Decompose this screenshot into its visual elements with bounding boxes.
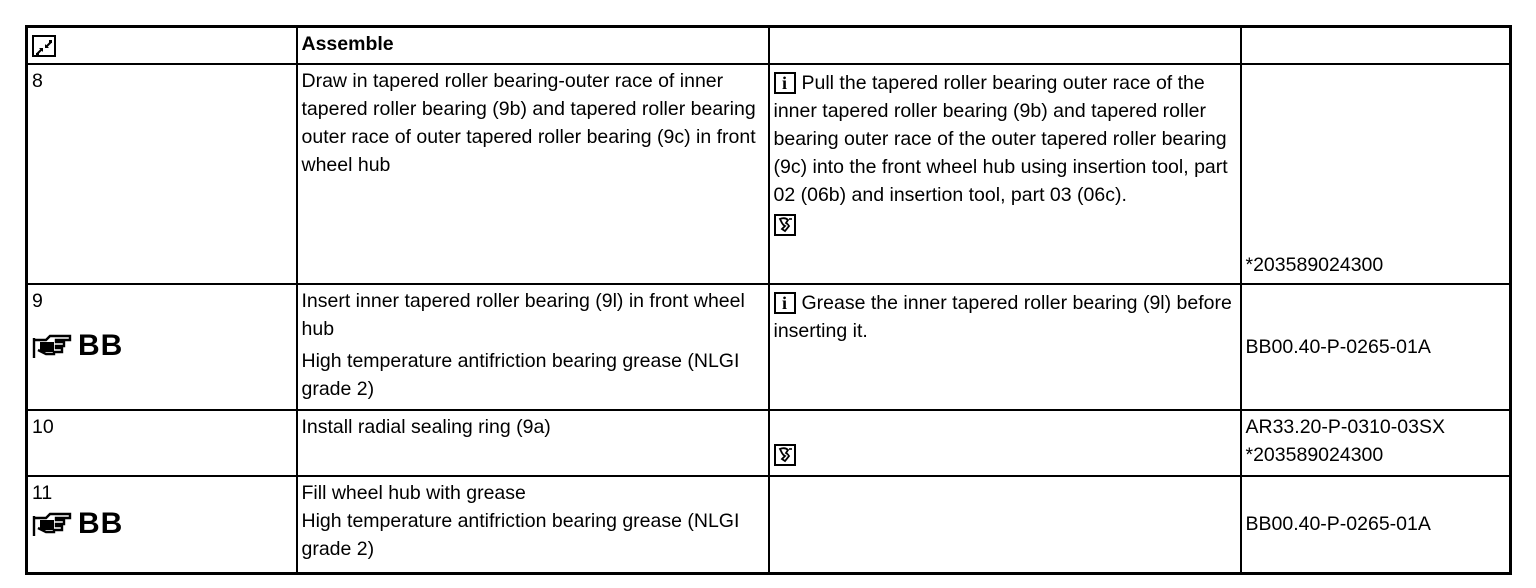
- step-description: [297, 410, 769, 476]
- table-row: [27, 284, 1511, 410]
- step-number: 8: [27, 64, 297, 284]
- reference-cell: [1241, 410, 1511, 476]
- step-number: 9: [32, 289, 43, 312]
- step-number: 11: [32, 481, 53, 504]
- table-row: [27, 476, 1511, 574]
- step-note: [769, 284, 1241, 410]
- bb-badge: [32, 507, 292, 541]
- procedure-table: [25, 25, 1512, 575]
- header-icon-cell: [27, 27, 297, 64]
- reference-link[interactable]: AR33.20-P-0310-03SX: [1245, 415, 1445, 438]
- reference-link[interactable]: BB00.40-P-0265-01A: [1245, 335, 1431, 358]
- reference-cell: [1241, 476, 1511, 574]
- special-tool-icon: [774, 214, 796, 236]
- description-grease: High temperature antifriction bearing grease (NLGI grade 2): [301, 349, 740, 400]
- reference-cell: [1241, 64, 1511, 284]
- info-icon: i: [774, 72, 796, 94]
- bb-label: BB: [78, 506, 124, 540]
- description-text: Install radial sealing ring (9a): [301, 415, 551, 438]
- reference-link[interactable]: *203589024300: [1245, 253, 1384, 276]
- step-number-cell: [27, 476, 297, 574]
- bb-badge: [32, 329, 292, 363]
- description-text: Fill wheel hub with grease: [301, 481, 526, 504]
- header-row: [27, 27, 1511, 64]
- note-text: Grease the inner tapered roller bearing (9l) before inserting it.: [773, 291, 1232, 342]
- step-description: [297, 284, 769, 410]
- step-description: [297, 64, 769, 284]
- special-tool-icon: [774, 444, 796, 466]
- table-row: [27, 410, 1511, 476]
- header-empty-cell-2: [1241, 27, 1511, 64]
- step-note: [769, 64, 1241, 284]
- assemble-arrows-icon: [32, 35, 56, 57]
- reference-link[interactable]: *203589024300: [1245, 443, 1384, 466]
- pointing-hand-icon: [32, 332, 72, 360]
- reference-link[interactable]: BB00.40-P-0265-01A: [1245, 513, 1431, 536]
- header-title: Assemble: [297, 27, 769, 64]
- description-text: Insert inner tapered roller bearing (9l) in front wheel hub: [301, 289, 745, 340]
- table-row: [27, 64, 1511, 284]
- description-grease: High temperature antifriction bearing grease (NLGI grade 2): [301, 509, 740, 560]
- step-number: 10: [27, 410, 297, 476]
- tool-line: [774, 211, 1236, 239]
- pointing-hand-icon: [32, 510, 72, 538]
- note-paragraph: [774, 69, 1236, 209]
- reference-cell: [1241, 284, 1511, 410]
- step-note: [769, 476, 1241, 574]
- bb-label: BB: [78, 328, 124, 362]
- info-icon: i: [774, 292, 796, 314]
- step-note: [769, 410, 1241, 476]
- description-text: Draw in tapered roller bearing-outer race of inner tapered roller bearing (9b) and tapered roller bearing outer race of outer tapered roller bearing (9c) in front wheel hub: [301, 69, 756, 176]
- note-text: Pull the tapered roller bearing outer race of the inner tapered roller bearing (9b) and tapered roller bearing outer race of the outer tapered roller bearing (9c) into the front wheel hub using insertion tool, part 02 (06b) and insertion tool, part 03 (06c).: [773, 71, 1228, 206]
- step-description: [297, 476, 769, 574]
- step-number-cell: [27, 284, 297, 410]
- header-empty-cell-1: [769, 27, 1241, 64]
